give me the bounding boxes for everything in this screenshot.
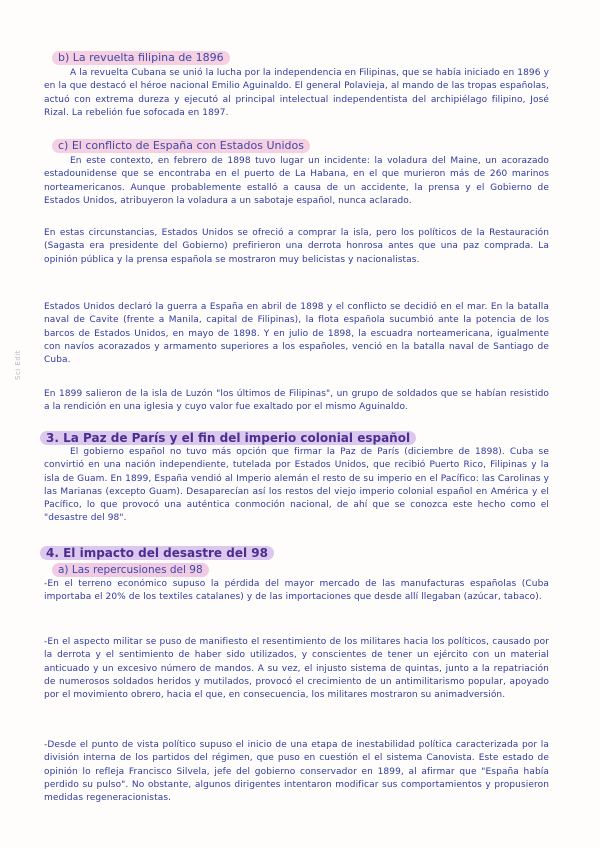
side-note: Sci Edit xyxy=(14,349,22,380)
paragraph-revuelta-filipina: A la revuelta Cubana se unió la lucha por la independencia en Filipinas, que se había iniciado en 1896 y en la que destacó el héroe nacional Emilio Aguinaldo. El general Polavieja, al mando de las tropas españolas, actuó con extrema dureza y ejecutó al principal intelectual independentista del archipiélago filipino, José Rizal. La rebelión fue sofocada en 1897. xyxy=(44,68,549,118)
paragraph-repercusion-economica: -En el terreno económico supuso la pérdida del mayor mercado de las manufacturas españolas (Cuba importaba el 20% de los textiles catalanes) y de las importaciones que desde allí llegaban (azúcar, tabaco). xyxy=(44,579,549,603)
heading-impacto-desastre: 4. El impacto del desastre del 98 xyxy=(40,546,274,560)
paragraph-conflicto-2: En estas circunstancias, Estados Unidos se ofreció a comprar la isla, pero los políticos de la Restauración (Sagasta era presidente del Gobierno) prefirieron una derrota honrosa antes que una paz comprada. La opinión pública y la prensa española se mostraron muy belicistas y nacionalistas. xyxy=(44,228,549,265)
heading-revuelta-filipina: b) La revuelta filipina de 1896 xyxy=(52,51,230,65)
paragraph-conflicto-4: En 1899 salieron de la isla de Luzón "los últimos de Filipinas", un grupo de soldados que se habían resistido a la rendición en una iglesia y cuyo valor fue exaltado por el mismo Aguinaldo. xyxy=(44,389,549,413)
paragraph-repercusion-politica: -Desde el punto de vista político supuso el inicio de una etapa de inestabilidad política caracterizada por la división interna de los partidos del régimen, que puso en cuestión el el sistema Canovista. Este estado de opinión lo refleja Francisco Silvela, jefe del gobierno conservador en 1899, al afirmar que "España había perdido su pulso". No obstante, algunos dirigentes intentaron modificar sus comportamientos y propusieron medidas regeneracionistas. xyxy=(44,740,549,804)
paragraph-conflicto-3: Estados Unidos declaró la guerra a España en abril de 1898 y el conflicto se decidió en el mar. En la batalla naval de Cavite (frente a Manila, capital de Filipinas), la flota española sucumbió ante la potencia de los barcos de Estados Unidos, en mayo de 1898. Y en julio de 1898, la escuadra norteamericana, igualmente con navíos acorazados y armamento superiores a los españoles, venció en la batalla naval de Santiago de Cuba. xyxy=(44,302,549,366)
heading-conflicto-eeuu: c) El conflicto de España con Estados Unidos xyxy=(52,139,310,153)
paragraph-conflicto-1: En este contexto, en febrero de 1898 tuvo lugar un incidente: la voladura del Maine, un acorazado estadounidense que se encontraba en el puerto de La Habana, en el que murieron más de 260 marinos norteamericanos. Aunque probablemente estalló a causa de un accidente, la prensa y el Gobierno de Estados Unidos, atribuyeron la voladura a un sabotaje español, nunca aclarado. xyxy=(44,156,549,206)
paragraph-paz-de-paris: El gobierno español no tuvo más opción que firmar la Paz de París (diciembre de 1898). Cuba se convirtió en una nación independiente, tutelada por Estados Unidos, que recibió Puerto Rico, Filipinas y la isla de Guam. En 1899, España vendió al Imperio alemán el resto de su imperio en el Pacífico: las Carolinas y las Marianas (excepto Guam). Desaparecían así los restos del viejo imperio colonial español en América y el Pacífico, lo que provocó una auténtica conmoción nacional, de ahí que se conozca este hecho como el "desastre del 98". xyxy=(44,447,549,524)
paragraph-repercusion-militar: -En el aspecto militar se puso de manifiesto el resentimiento de los militares hacia los políticos, causado por la derrota y el sentimiento de haber sido utilizados, y conscientes de tener un ejército con un material anticuado y un excesivo número de mandos. A su vez, el injusto sistema de quintas, junto a la repatriación de numerosos soldados heridos y mutilados, provocó el crecimiento de un antimilitarismo popular, apoyado por el movimiento obrero, hacia el que, en consecuencia, los militares mostraron su animadversión. xyxy=(44,637,549,701)
heading-paz-de-paris: 3. La Paz de París y el fin del imperio colonial español xyxy=(40,431,416,445)
subheading-repercusiones: a) Las repercusiones del 98 xyxy=(52,563,209,577)
